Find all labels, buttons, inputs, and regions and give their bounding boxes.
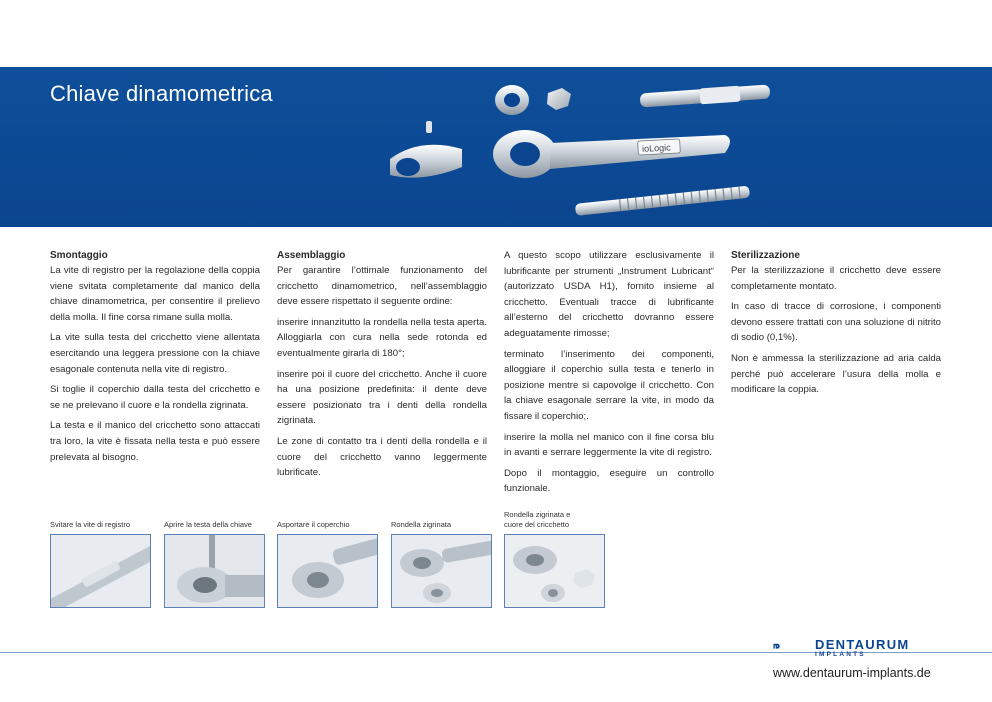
- paragraph: inserire poi il cuore del cricchetto. Anche il cuore ha una posizione predefinita: il dente deve essere posizionato tra i denti della rondella zigrinata.: [277, 368, 487, 427]
- page-title: Chiave dinamometrica: [50, 81, 273, 106]
- thumbnail-caption: Asportare il coperchio: [277, 520, 350, 529]
- thumbnail-knurled-washer: [391, 534, 492, 608]
- section-heading: Smontaggio: [50, 250, 108, 261]
- paragraph: A questo scopo utilizzare esclusivamente il lubrificante per strumenti „Instrument Lubricant“ (autorizzato USDA H1), fornito insieme al cricchetto. Eventuali tracce di lubrificante all’esterno del cricchetto dovranno essere adeguatamente rimosse;: [504, 250, 714, 339]
- paragraph: La testa e il manico del cricchetto sono attaccati tra loro, la vite è fissata nella testa e può essere prelevata al bisogno.: [50, 420, 260, 463]
- column-smontaggio: [50, 248, 260, 470]
- website-url[interactable]: www.dentaurum-implants.de: [773, 666, 931, 680]
- paragraph: Dopo il montaggio, eseguire un controllo funzionale.: [504, 467, 714, 495]
- column-lubrificazione: [504, 248, 714, 502]
- paragraph: La vite sulla testa del cricchetto viene allentata esercitando una leggera pressione con la chiave esagonale contenuta nella vite di registro.: [50, 332, 260, 375]
- thumbnail-caption: Rondella zigrinata e cuore del cricchetto: [504, 510, 571, 529]
- paragraph: La vite di registro per la regolazione della coppia viene svitata completamente dal manico della chiave dinamometrica, per consentire il prelievo della molla. Il fine corsa rimane sulla molla.: [50, 265, 260, 323]
- dentaurum-logo-icon: [773, 632, 813, 660]
- brand-subtitle: IMPLANTS: [815, 651, 866, 658]
- paragraph: terminato l’inserimento dei componenti, alloggiare il coperchio sulla testa e tenerlo in posizione mentre si capovolge il cricchetto. Con la chiave esagonale serrare la vite, in modo da fissare il coperchio;.: [504, 348, 714, 422]
- paragraph: Si toglie il coperchio dalla testa del cricchetto e se ne prelevano il cuore e la rondella zigrinata.: [50, 384, 260, 411]
- paragraph: In caso di tracce di corrosione, i componenti devono essere trattati con una soluzione di nitrito di sodio (0,1%).: [731, 301, 941, 344]
- thumbnail-open-head: [164, 534, 265, 608]
- paragraph: Le zone di contatto tra i denti della rondella e il cuore del cricchetto vanno leggermente lubrificate.: [277, 435, 487, 479]
- paragraph: Per garantire l’ottimale funzionamento del cricchetto dinamometrico, nell’assemblaggio deve essere rispettato il seguente ordine:: [277, 265, 487, 308]
- product-label: ioLogic: [641, 142, 671, 154]
- paragraph: Non è ammessa la sterilizzazione ad aria calda perché può accelerare l’usura della molla e modificare la coppia.: [731, 352, 941, 396]
- section-heading: Sterilizzazione: [731, 250, 800, 261]
- header-banner: [0, 67, 992, 227]
- thumbnail-remove-cover: [277, 534, 378, 608]
- section-heading: Assemblaggio: [277, 250, 346, 261]
- brand-name: DENTAURUM: [815, 637, 910, 652]
- thumbnail-caption: Aprire la testa della chiave: [164, 520, 252, 529]
- paragraph: Per la sterilizzazione il cricchetto deve essere completamente montato.: [731, 265, 941, 292]
- thumbnail-caption: Svitare la vite di registro: [50, 520, 131, 529]
- thumbnail-unscrew-screw: [50, 534, 151, 608]
- thumbnail-washer-and-core: [504, 534, 605, 608]
- thumbnail-caption: Rondella zigrinata: [391, 520, 452, 529]
- torque-wrench-image: [370, 67, 790, 227]
- column-assemblaggio: [277, 248, 487, 486]
- column-sterilizzazione: [731, 248, 941, 403]
- paragraph: inserire la molla nel manico con il fine corsa blu in avanti e serrare leggermente la vite di registro.: [504, 431, 714, 459]
- paragraph: inserire innanzitutto la rondella nella testa aperta. Alloggiarla con cura nella sede rotonda ed eventualmente girarla di 180°;: [277, 316, 487, 359]
